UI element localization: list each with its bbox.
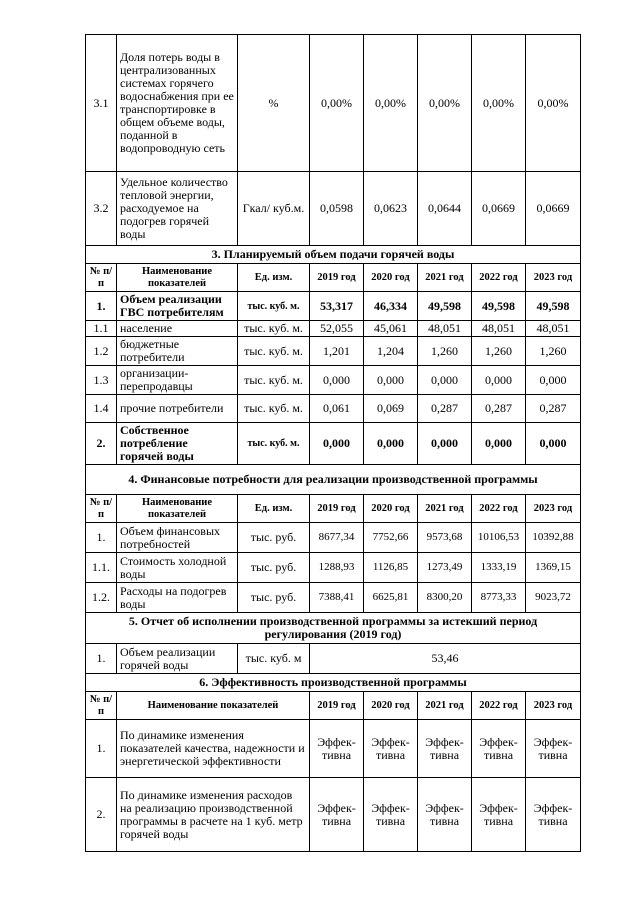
value-cell: 1333,19 bbox=[472, 553, 526, 583]
unit-cell: тыс. куб. м. bbox=[238, 292, 310, 321]
value-cell: 0,00% bbox=[526, 35, 581, 172]
row-number: 1.2. bbox=[86, 583, 117, 613]
value-cell: 1,201 bbox=[310, 337, 364, 366]
table-row bbox=[86, 292, 581, 321]
header-row bbox=[86, 495, 581, 523]
value-cell: 10392,88 bbox=[526, 523, 581, 553]
row-number: 1. bbox=[86, 292, 117, 321]
header-year: 2021 год bbox=[418, 495, 472, 523]
value-cell: 49,598 bbox=[418, 292, 472, 321]
value-cell: Эффек-тивна bbox=[364, 778, 418, 852]
section-title-row bbox=[86, 674, 581, 692]
table-row bbox=[86, 172, 581, 246]
indicator-name: Доля потерь воды в централизованных системах горячего водоснабжения при ее транспортировке в общем объеме воды, поданной в водопроводную сеть bbox=[117, 35, 238, 172]
section-title-row bbox=[86, 613, 581, 644]
value-cell: 0,0598 bbox=[310, 172, 364, 246]
value-cell: 0,00% bbox=[364, 35, 418, 172]
value-cell: 0,287 bbox=[526, 395, 581, 423]
header-name: Наименование показателей bbox=[117, 495, 238, 523]
value-cell: 52,055 bbox=[310, 321, 364, 337]
row-number: 3.1 bbox=[86, 35, 117, 172]
row-number: 1.1. bbox=[86, 553, 117, 583]
table-row bbox=[86, 778, 581, 852]
section-title-row bbox=[86, 246, 581, 264]
header-year: 2022 год bbox=[472, 264, 526, 292]
section-title: 6. Эффективность производственной программы bbox=[86, 674, 581, 692]
indicator-name: Стоимость холодной воды bbox=[117, 553, 238, 583]
header-row bbox=[86, 692, 581, 720]
header-year: 2021 год bbox=[418, 692, 472, 720]
value-cell: 0,000 bbox=[526, 366, 581, 395]
value-cell: 1,204 bbox=[364, 337, 418, 366]
value-cell: 46,334 bbox=[364, 292, 418, 321]
value-cell: 6625,81 bbox=[364, 583, 418, 613]
value-cell: 0,000 bbox=[364, 423, 418, 465]
value-cell: 9023,72 bbox=[526, 583, 581, 613]
document-table bbox=[85, 34, 581, 852]
value-cell: 48,051 bbox=[418, 321, 472, 337]
value-cell: 0,0623 bbox=[364, 172, 418, 246]
indicator-name: По динамике изменения расходов на реализацию производственной программы в расчете на 1 куб. метр горячей воды bbox=[117, 778, 310, 852]
value-cell: Эффек-тивна bbox=[526, 778, 581, 852]
header-year: 2023 год bbox=[526, 692, 581, 720]
value-cell: 0,00% bbox=[472, 35, 526, 172]
value-cell: 53,317 bbox=[310, 292, 364, 321]
indicator-name: население bbox=[117, 321, 238, 337]
indicator-name: Удельное количество тепловой энергии, расходуемое на подогрев горячей воды bbox=[117, 172, 238, 246]
unit-cell: тыс. куб. м bbox=[238, 644, 310, 674]
value-cell: Эффек-тивна bbox=[310, 720, 364, 778]
row-number: 1. bbox=[86, 720, 117, 778]
indicator-name: По динамике изменения показателей качества, надежности и энергетической эффективности bbox=[117, 720, 310, 778]
section-title: 3. Планируемый объем подачи горячей воды bbox=[86, 246, 581, 264]
unit-cell: тыс. куб. м. bbox=[238, 395, 310, 423]
indicator-name: Объем реализации ГВС потребителям bbox=[117, 292, 238, 321]
table-row bbox=[86, 395, 581, 423]
value-cell: 0,000 bbox=[364, 366, 418, 395]
header-unit: Ед. изм. bbox=[238, 264, 310, 292]
header-year: 2019 год bbox=[310, 264, 364, 292]
unit-cell: тыс. куб. м. bbox=[238, 366, 310, 395]
value-cell: 0,287 bbox=[418, 395, 472, 423]
row-number: 2. bbox=[86, 778, 117, 852]
indicator-name: Расходы на подогрев воды bbox=[117, 583, 238, 613]
value-cell: 8677,34 bbox=[310, 523, 364, 553]
value-cell: 0,287 bbox=[472, 395, 526, 423]
indicator-name: бюджетные потребители bbox=[117, 337, 238, 366]
value-cell: Эффек-тивна bbox=[418, 778, 472, 852]
value-cell: 0,000 bbox=[310, 366, 364, 395]
header-year: 2022 год bbox=[472, 692, 526, 720]
value-cell: 1369,15 bbox=[526, 553, 581, 583]
value-cell: 45,061 bbox=[364, 321, 418, 337]
unit-cell: тыс. руб. bbox=[238, 523, 310, 553]
value-cell: 0,000 bbox=[472, 366, 526, 395]
value-cell: 8773,33 bbox=[472, 583, 526, 613]
section-title: 5. Отчет об исполнении производственной программы за истекший период регулирования (2019 год) bbox=[86, 613, 581, 644]
table-row bbox=[86, 523, 581, 553]
value-cell: 1,260 bbox=[526, 337, 581, 366]
section-title: 4. Финансовые потребности для реализации производственной программы bbox=[86, 465, 581, 495]
table-row bbox=[86, 366, 581, 395]
value-cell: 0,069 bbox=[364, 395, 418, 423]
row-number: 1. bbox=[86, 523, 117, 553]
value-cell: 48,051 bbox=[526, 321, 581, 337]
value-cell: 1,260 bbox=[472, 337, 526, 366]
value-cell: 1126,85 bbox=[364, 553, 418, 583]
header-year: 2021 год bbox=[418, 264, 472, 292]
value-cell: 0,00% bbox=[418, 35, 472, 172]
indicator-name: прочие потребители bbox=[117, 395, 238, 423]
table-row bbox=[86, 423, 581, 465]
value-cell: 0,000 bbox=[418, 423, 472, 465]
value-cell: Эффек-тивна bbox=[310, 778, 364, 852]
table-row bbox=[86, 337, 581, 366]
table-row bbox=[86, 553, 581, 583]
value-cell: 49,598 bbox=[472, 292, 526, 321]
row-number: 2. bbox=[86, 423, 117, 465]
indicator-name: организации-перепродавцы bbox=[117, 366, 238, 395]
value-cell: 9573,68 bbox=[418, 523, 472, 553]
header-number: № п/п bbox=[86, 264, 117, 292]
value-cell: Эффек-тивна bbox=[472, 720, 526, 778]
header-name: Наименование показателей bbox=[117, 264, 238, 292]
value-cell: Эффек-тивна bbox=[364, 720, 418, 778]
unit-cell: тыс. куб. м. bbox=[238, 321, 310, 337]
header-unit: Ед. изм. bbox=[238, 495, 310, 523]
indicator-name: Объем реализации горячей воды bbox=[117, 644, 238, 674]
header-year: 2020 год bbox=[364, 264, 418, 292]
value-cell: 49,598 bbox=[526, 292, 581, 321]
row-number: 1.3 bbox=[86, 366, 117, 395]
header-number: № п/п bbox=[86, 495, 117, 523]
value-cell: 7752,66 bbox=[364, 523, 418, 553]
value-cell: 0,0644 bbox=[418, 172, 472, 246]
header-number: № п/п bbox=[86, 692, 117, 720]
value-cell: 0,0669 bbox=[526, 172, 581, 246]
header-year: 2022 год bbox=[472, 495, 526, 523]
table-row bbox=[86, 720, 581, 778]
value-cell: Эффек-тивна bbox=[472, 778, 526, 852]
header-year: 2019 год bbox=[310, 692, 364, 720]
indicator-name: Объем финансовых потребностей bbox=[117, 523, 238, 553]
value-cell: 48,051 bbox=[472, 321, 526, 337]
unit-cell: тыс. руб. bbox=[238, 583, 310, 613]
header-year: 2019 год bbox=[310, 495, 364, 523]
value-cell: 0,000 bbox=[526, 423, 581, 465]
table-row bbox=[86, 583, 581, 613]
value-cell: 0,000 bbox=[310, 423, 364, 465]
value-cell: 8300,20 bbox=[418, 583, 472, 613]
row-number: 1. bbox=[86, 644, 117, 674]
value-cell: 53,46 bbox=[310, 644, 581, 674]
value-cell: 10106,53 bbox=[472, 523, 526, 553]
header-name: Наименование показателей bbox=[117, 692, 310, 720]
value-cell: 0,000 bbox=[418, 366, 472, 395]
indicator-name: Собственное потребление горячей воды bbox=[117, 423, 238, 465]
unit-cell: тыс. куб. м. bbox=[238, 423, 310, 465]
value-cell: 0,0669 bbox=[472, 172, 526, 246]
table-row bbox=[86, 321, 581, 337]
row-number: 1.1 bbox=[86, 321, 117, 337]
header-year: 2023 год bbox=[526, 264, 581, 292]
section-title-row bbox=[86, 465, 581, 495]
unit-cell: тыс. куб. м. bbox=[238, 337, 310, 366]
row-number: 1.2 bbox=[86, 337, 117, 366]
header-row bbox=[86, 264, 581, 292]
table-row bbox=[86, 35, 581, 172]
row-number: 3.2 bbox=[86, 172, 117, 246]
table-row bbox=[86, 644, 581, 674]
row-number: 1.4 bbox=[86, 395, 117, 423]
value-cell: 1,260 bbox=[418, 337, 472, 366]
value-cell: Эффек-тивна bbox=[526, 720, 581, 778]
value-cell: Эффек-тивна bbox=[418, 720, 472, 778]
value-cell: 0,000 bbox=[472, 423, 526, 465]
value-cell: 1273,49 bbox=[418, 553, 472, 583]
unit-cell: Гкал/ куб.м. bbox=[238, 172, 310, 246]
value-cell: 0,00% bbox=[310, 35, 364, 172]
unit-cell: % bbox=[238, 35, 310, 172]
value-cell: 0,061 bbox=[310, 395, 364, 423]
header-year: 2020 год bbox=[364, 692, 418, 720]
header-year: 2020 год bbox=[364, 495, 418, 523]
value-cell: 7388,41 bbox=[310, 583, 364, 613]
header-year: 2023 год bbox=[526, 495, 581, 523]
unit-cell: тыс. руб. bbox=[238, 553, 310, 583]
value-cell: 1288,93 bbox=[310, 553, 364, 583]
